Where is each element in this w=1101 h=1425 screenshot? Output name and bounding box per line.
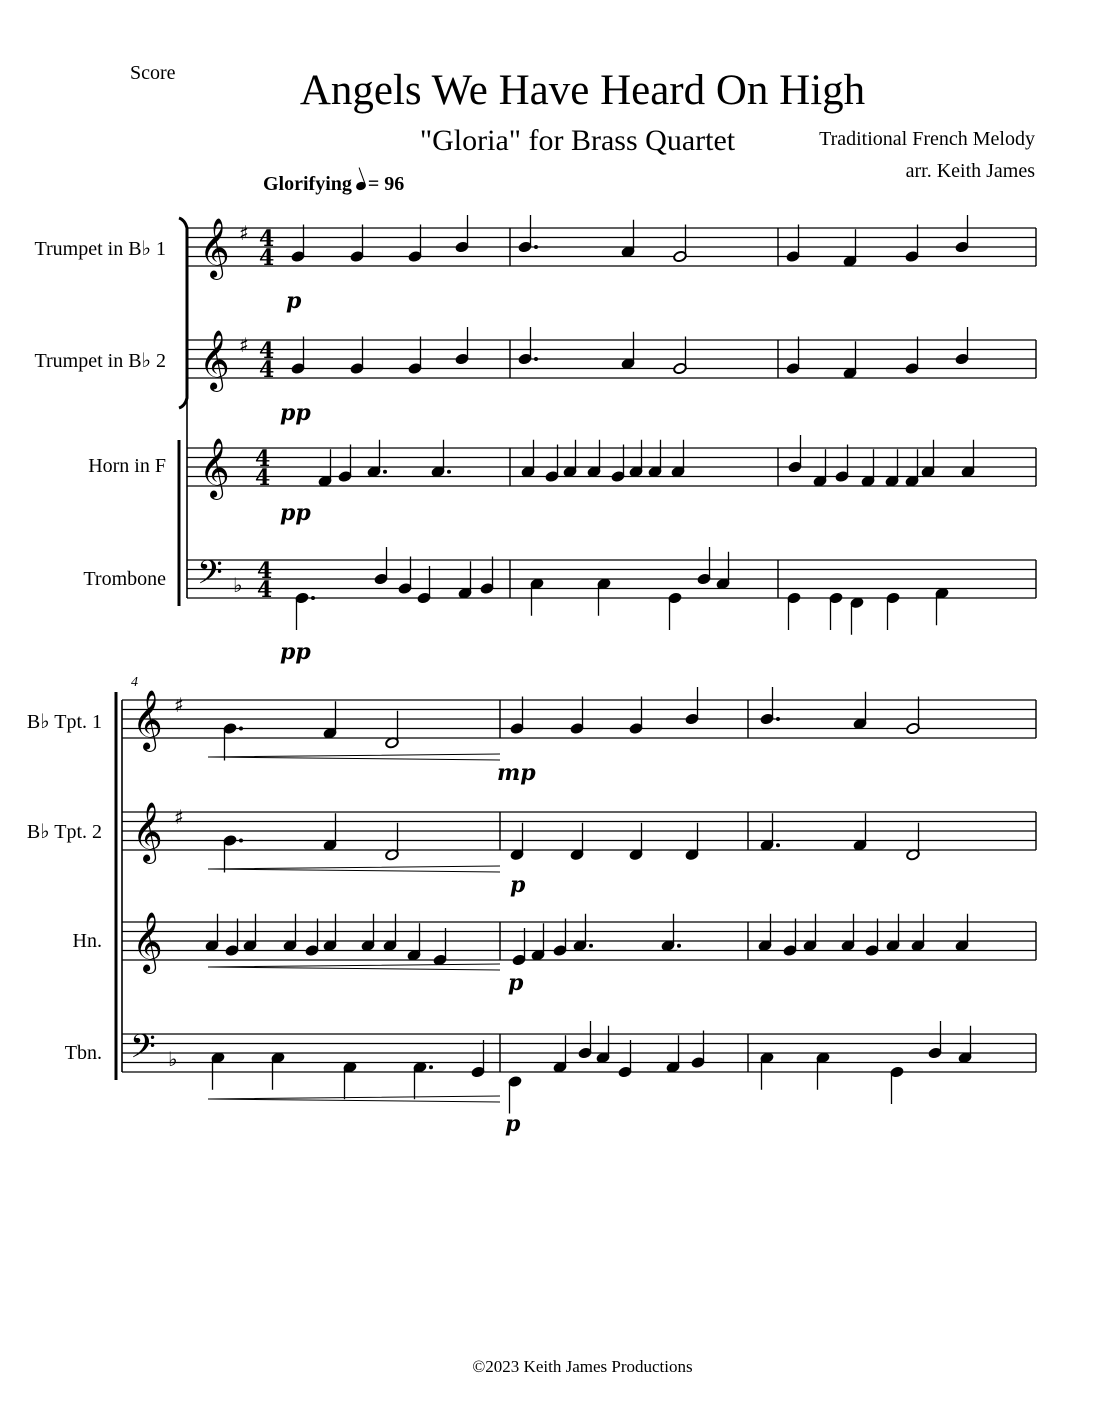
crescendo-hairpin xyxy=(208,1096,500,1102)
augmentation-dot xyxy=(239,727,243,731)
flat-key-signature: ♭ xyxy=(233,573,243,597)
crescendo-hairpin xyxy=(208,866,500,872)
augmentation-dot xyxy=(776,717,780,721)
instrument-name-trumpet-1: Trumpet in B♭ 1 xyxy=(34,238,166,260)
treble-clef-icon: 𝄞 xyxy=(132,802,163,862)
augmentation-dot xyxy=(311,596,315,600)
augmentation-dot xyxy=(677,944,681,948)
dynamic-marking: mp xyxy=(497,760,536,786)
time-signature: 4 xyxy=(255,446,271,472)
augmentation-dot xyxy=(534,357,538,361)
instrument-name-trombone: Trombone xyxy=(83,568,166,590)
time-signature: 4 xyxy=(257,577,273,603)
measure-number: 4 xyxy=(131,675,138,690)
augmentation-dot xyxy=(589,944,593,948)
augmentation-dot xyxy=(383,470,387,474)
treble-clef-icon: 𝄞 xyxy=(199,218,230,278)
system-bracket xyxy=(179,218,187,408)
time-signature: 4 xyxy=(259,226,275,252)
dynamic-marking: pp xyxy=(280,639,311,665)
instrument-abbr-horn: Hn. xyxy=(72,930,102,952)
dynamic-marking: pp xyxy=(280,400,311,426)
piece-title: Angels We Have Heard On High xyxy=(299,67,866,114)
time-signature: 4 xyxy=(257,558,273,584)
treble-clef-icon: 𝄞 xyxy=(132,912,163,972)
dynamic-marking: p xyxy=(286,288,302,314)
dynamic-marking: p xyxy=(508,970,524,996)
treble-clef-icon: 𝄞 xyxy=(199,438,230,498)
dynamic-marking: p xyxy=(505,1111,521,1137)
augmentation-dot xyxy=(239,839,243,843)
score-label: Score xyxy=(130,62,176,84)
sharp-key-signature: ♯ xyxy=(239,333,249,357)
augmentation-dot xyxy=(776,843,780,847)
tempo-text: Glorifying xyxy=(263,173,352,195)
crescendo-hairpin xyxy=(208,964,500,970)
composer-credit: Traditional French Melody xyxy=(819,128,1035,150)
crescendo-hairpin xyxy=(208,754,500,760)
bass-clef-icon: 𝄢 xyxy=(197,554,223,600)
sharp-key-signature: ♯ xyxy=(174,805,184,829)
augmentation-dot xyxy=(534,245,538,249)
piece-subtitle: "Gloria" for Brass Quartet xyxy=(419,124,736,157)
augmentation-dot xyxy=(429,1065,433,1069)
instrument-name-trumpet-2: Trumpet in B♭ 2 xyxy=(34,350,166,372)
time-signature: 4 xyxy=(259,357,275,383)
dynamic-marking: pp xyxy=(280,500,311,526)
sharp-key-signature: ♯ xyxy=(239,221,249,245)
bass-clef-icon: 𝄢 xyxy=(130,1028,156,1074)
time-signature: 4 xyxy=(259,338,275,364)
tempo-value: = 96 xyxy=(367,173,405,195)
copyright-notice: ©2023 Keith James Productions xyxy=(472,1357,693,1376)
time-signature: 4 xyxy=(259,245,275,271)
time-signature: 4 xyxy=(255,465,271,491)
dynamic-marking: p xyxy=(510,872,526,898)
instrument-abbr-trombone: Tbn. xyxy=(64,1042,102,1064)
treble-clef-icon: 𝄞 xyxy=(199,330,230,390)
instrument-abbr-trumpet-2: B♭ Tpt. 2 xyxy=(26,821,102,843)
flat-key-signature: ♭ xyxy=(168,1047,178,1071)
sharp-key-signature: ♯ xyxy=(174,693,184,717)
treble-clef-icon: 𝄞 xyxy=(132,690,163,750)
arranger-credit: arr. Keith James xyxy=(905,160,1035,182)
augmentation-dot xyxy=(447,470,451,474)
instrument-name-horn: Horn in F xyxy=(88,455,166,477)
instrument-abbr-trumpet-1: B♭ Tpt. 1 xyxy=(26,711,102,733)
